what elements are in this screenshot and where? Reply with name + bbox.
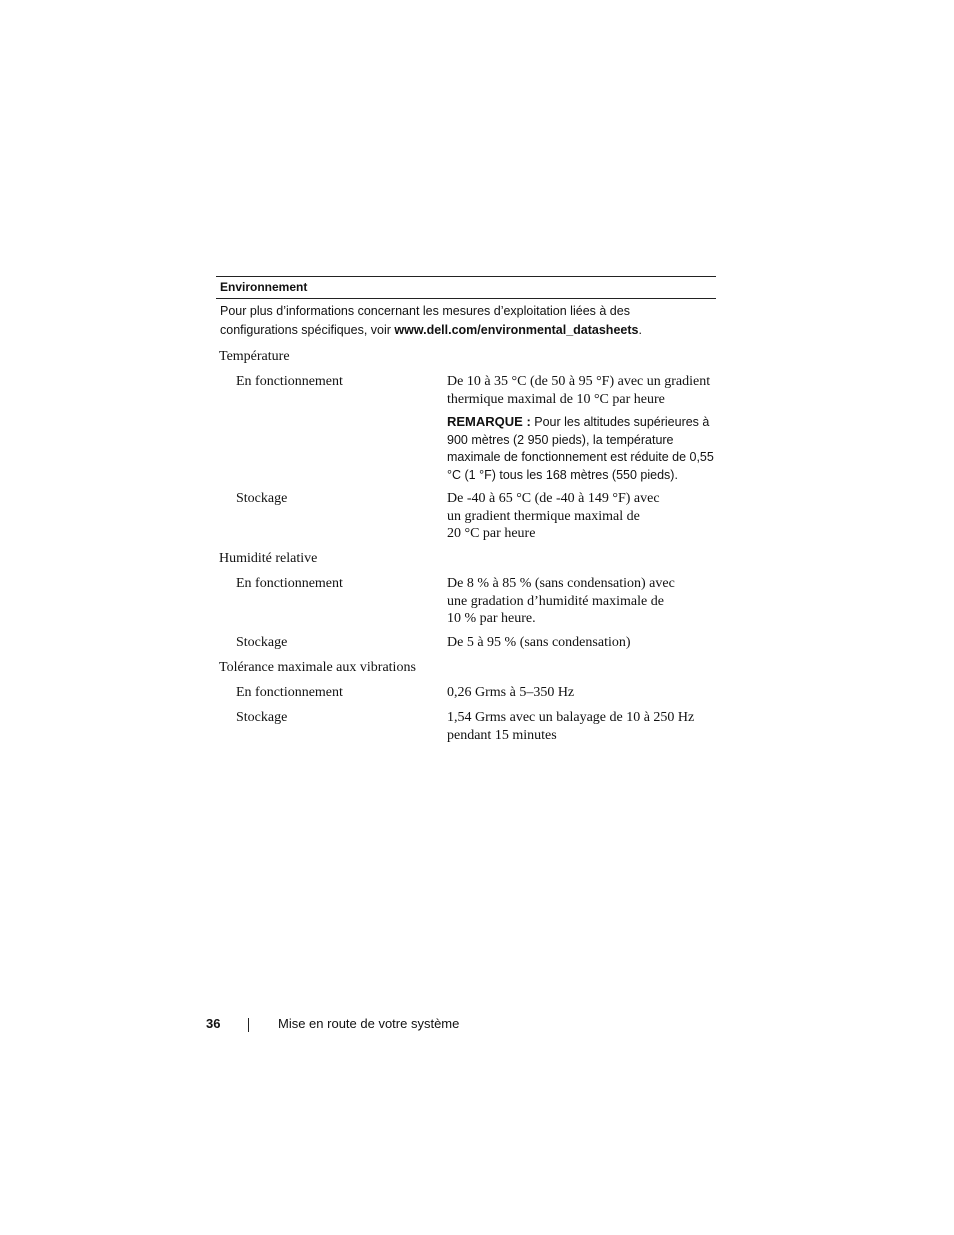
value-line: un gradient thermique maximal de (447, 508, 640, 524)
intro-text: Pour plus d’informations concernant les mesures d’exploitation liées à des configurations spécifiques, voir (220, 304, 630, 337)
section-temperature: Température (219, 349, 290, 364)
value-line: 1,54 Grms avec un balayage de 10 à 250 Hz (447, 710, 695, 725)
value-line: De -40 à 65 °C (de -40 à 149 °F) avec (447, 491, 660, 506)
datasheet-link: www.dell.com/environmental_datasheets (394, 323, 639, 337)
value-line: pendant 15 minutes (447, 727, 557, 743)
vibration-operating-value: 0,26 Grms à 5–350 Hz (447, 685, 575, 700)
value-line: une gradation d’humidité maximale de (447, 593, 664, 609)
footer-title: Mise en route de votre système (278, 1016, 460, 1031)
value-line: 20 °C par heure (447, 526, 536, 541)
footer-separator (248, 1018, 249, 1032)
temperature-note (447, 413, 717, 484)
table-header: Environnement (220, 280, 308, 294)
page-number: 36 (206, 1016, 221, 1031)
humidity-operating-label: En fonctionnement (236, 576, 343, 591)
temperature-operating-label: En fonctionnement (236, 374, 343, 389)
environment-spec-table (216, 276, 716, 340)
value-line: 10 % par heure. (447, 611, 536, 626)
vibration-storage-value (447, 709, 717, 744)
value-line: De 8 % à 85 % (sans condensation) avec (447, 576, 675, 591)
temperature-storage-value (447, 490, 717, 543)
note-label: REMARQUE : (447, 414, 531, 429)
note-text: Pour les altitudes supérieures à 900 mètres (2 950 pieds), la température maximale de fonctionnement est réduite de 0,55 °C (1 °F) tous les 168 mètres (550 pieds). (447, 415, 714, 482)
humidity-storage-label: Stockage (236, 635, 288, 650)
vibration-operating-label: En fonctionnement (236, 685, 343, 700)
section-vibration: Tolérance maximale aux vibrations (219, 660, 416, 675)
section-humidity: Humidité relative (219, 551, 318, 566)
temperature-storage-label: Stockage (236, 491, 288, 506)
intro-end: . (638, 323, 642, 337)
table-intro (216, 299, 710, 340)
vibration-storage-label: Stockage (236, 710, 288, 725)
temperature-operating-value: De 10 à 35 °C (de 50 à 95 °F) avec un gradient thermique maximal de 10 °C par heure (447, 374, 711, 407)
humidity-storage-value: De 5 à 95 % (sans condensation) (447, 635, 631, 650)
humidity-operating-value (447, 575, 717, 628)
